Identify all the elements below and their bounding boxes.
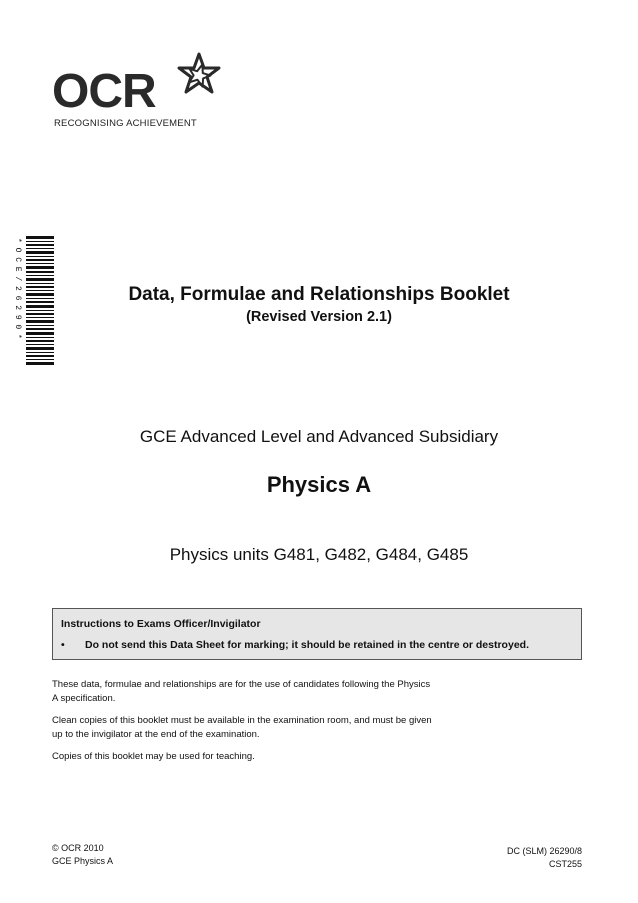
document-code: DC (SLM) 26290/8 [506,846,582,856]
footer-left [52,842,113,868]
body-paragraph: Copies of this booklet may be used for teaching. [52,751,255,762]
body-paragraph: Clean copies of this booklet must be available in the examination room, and must be given up to the invigilator at the end of the examination. [52,715,432,740]
document-version: (Revised Version 2.1) [246,309,392,325]
instructions-item-text: Do not send this Data Sheet for marking; it should be retained in the centre or destroyed. [85,639,529,651]
bullet-icon: • [61,639,65,651]
body-text [52,678,432,773]
qualification-level: GCE Advanced Level and Advanced Subsidiary [139,427,499,446]
star-logo-icon [176,52,222,96]
footer-right [507,845,582,871]
instructions-box [52,608,582,660]
units-line: Physics units G481, G482, G484, G485 [169,545,469,564]
footer-course: GCE Physics A [52,856,114,866]
ocr-logo [52,52,227,132]
logo-wordmark: OCR [52,65,156,118]
subject-title: Physics A [266,472,372,497]
copyright: © OCR 2010 [52,843,104,853]
document-ref: CST255 [548,859,582,869]
body-paragraph: These data, formulae and relationships are for the use of candidates following the Physics A specification. [52,679,431,704]
instructions-heading: Instructions to Exams Officer/Invigilator [61,618,261,630]
instructions-item [61,639,529,651]
logo-tagline: RECOGNISING ACHIEVEMENT [54,118,197,129]
document-title: Data, Formulae and Relationships Booklet [128,284,510,305]
barcode-text: * O C E / 2 6 2 9 0 * [13,238,22,339]
